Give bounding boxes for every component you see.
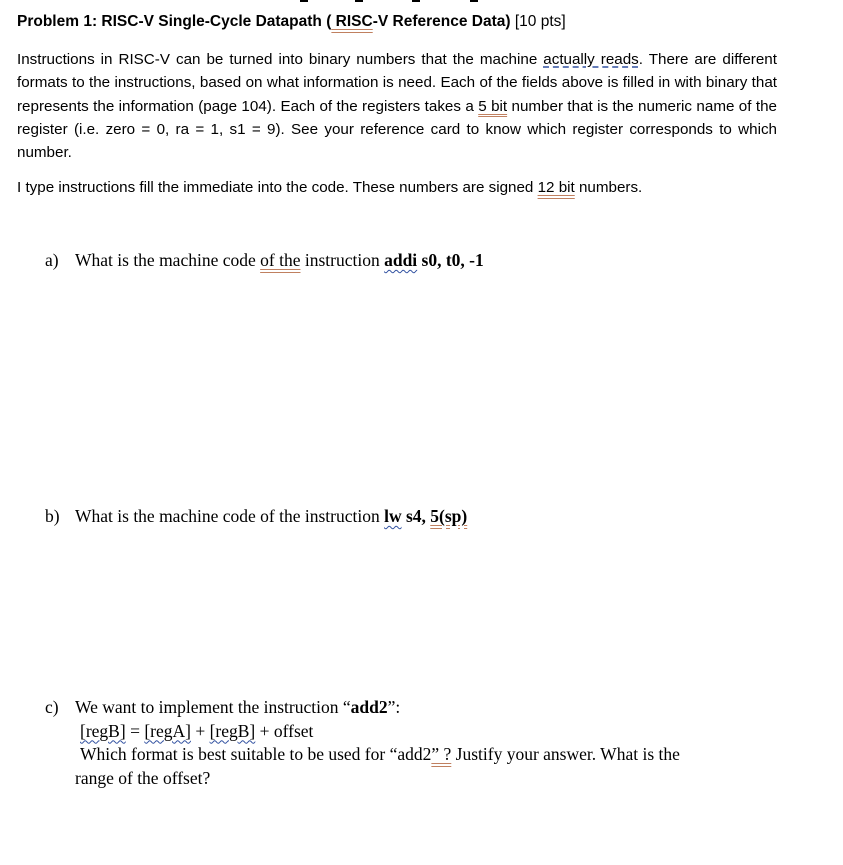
question-c-flag: ” ? bbox=[431, 744, 452, 764]
formula-regB: [regB] bbox=[80, 720, 126, 741]
formula-regA: [regA] bbox=[144, 720, 191, 741]
question-a-label: a) bbox=[45, 250, 59, 270]
question-c-line3-end: Justify your answer. What is the bbox=[451, 744, 680, 764]
formula-plus: + bbox=[190, 720, 210, 741]
itype-12bit: 12 bit bbox=[537, 179, 575, 196]
question-a-text: What is the machine code bbox=[75, 250, 261, 270]
question-c-label: c) bbox=[45, 697, 59, 717]
question-b-label: b) bbox=[45, 506, 60, 526]
itype-text-1: I type instructions fill the immediate into the code. These numbers are signed bbox=[17, 179, 538, 196]
intro-text-2: . There are different formats to the instructions, based on what information is need. Each of the fields above is filled in with binary that represents the information (page 104). Each of the registers takes a bbox=[17, 51, 777, 115]
intro-paragraph bbox=[17, 48, 777, 164]
itype-text-2: numbers. bbox=[574, 179, 643, 196]
question-a-flag: of the bbox=[260, 250, 301, 270]
title-mid: -V Reference Data) bbox=[372, 13, 511, 30]
intro-text-1: Instructions in RISC-V can be turned into binary numbers that the machine bbox=[17, 51, 544, 68]
intro-text-3: number that is the numeric name of the register (i.e. zero = 0, ra = 1, s1 = 9). See your reference card to know which register corresponds to which number. bbox=[17, 97, 777, 162]
intro-5bit: 5 bit bbox=[478, 97, 508, 115]
question-c-add2: add2 bbox=[350, 697, 388, 717]
formula-eq: = bbox=[125, 720, 145, 741]
question-c-line1-end: ”: bbox=[387, 697, 401, 717]
question-b-args: s4, bbox=[401, 506, 431, 526]
question-b-instruction: lw bbox=[384, 506, 402, 526]
title-points: [10 pts] bbox=[510, 13, 566, 30]
formula-regB-2: [regB] bbox=[209, 720, 256, 741]
itype-paragraph bbox=[17, 176, 777, 199]
question-a-text-2: instruction bbox=[300, 250, 385, 270]
title-prefix: Problem 1: RISC-V Single-Cycle Datapath ( bbox=[17, 13, 332, 30]
question-c-line3: Which format is best suitable to be used for “add2 bbox=[80, 744, 432, 764]
question-b-text: What is the machine code of the instruction bbox=[75, 506, 385, 526]
question-c-line1: We want to implement the instruction “ bbox=[75, 697, 351, 717]
formula-offset: + offset bbox=[255, 720, 314, 741]
question-a-args: s0, t0, -1 bbox=[417, 250, 484, 270]
question-c bbox=[45, 696, 765, 790]
question-a bbox=[45, 249, 484, 273]
page-top-marks bbox=[300, 0, 500, 3]
intro-flagged-phrase: actually reads bbox=[543, 51, 639, 68]
question-c-line4: range of the offset? bbox=[75, 767, 211, 788]
problem-title bbox=[17, 13, 566, 31]
title-link: RISC bbox=[331, 13, 373, 30]
question-a-instruction: addi bbox=[384, 250, 418, 270]
question-b-offset: 5(sp) bbox=[430, 506, 468, 526]
question-b bbox=[45, 505, 467, 529]
